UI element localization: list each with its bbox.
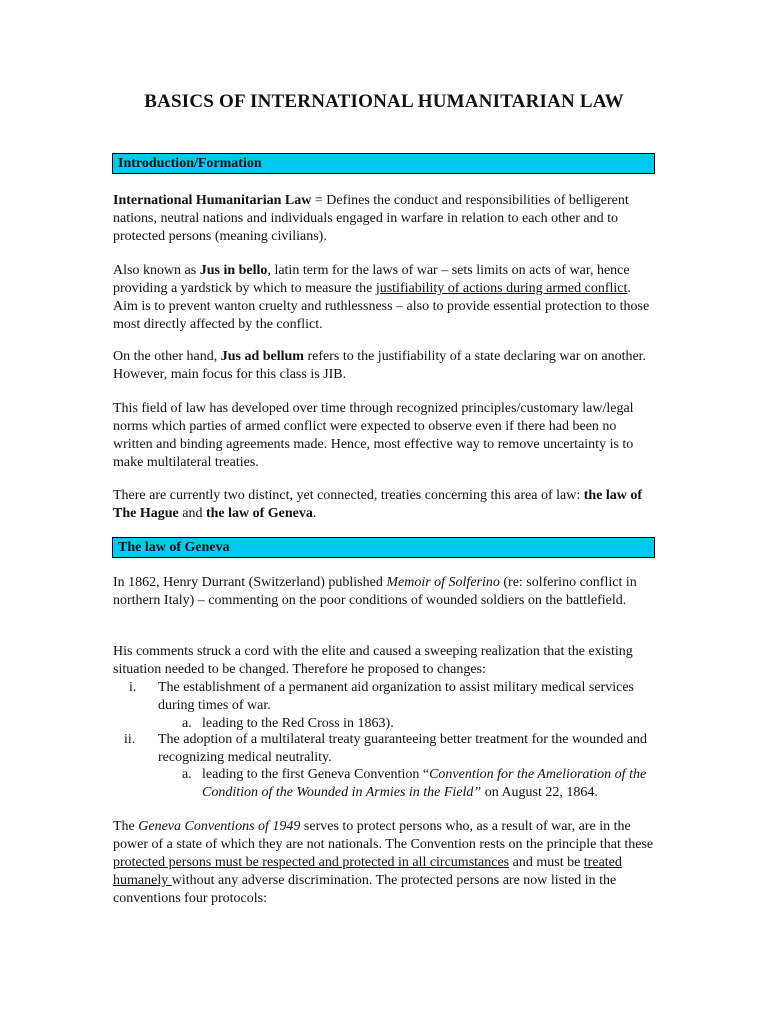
underlined-text: protected persons must be respected and protected in all circumstances [113, 855, 510, 870]
text: without any adverse discrimination. The protected persons are now listed in the conventions four protocols: [113, 873, 617, 906]
term-jus-ad-bellum: Jus ad bellum [220, 349, 304, 364]
text: . [312, 506, 317, 521]
underlined-text: justifiability of actions during armed conflict [375, 281, 628, 296]
text: On the other hand, [113, 349, 221, 364]
text: = Defines the conduct and responsibilities of belligerent nations, neutral nations and individuals engaged in warfare in relation to each other and to protected persons (meaning civilians). [113, 193, 629, 244]
page-title: BASICS OF INTERNATIONAL HUMANITARIAN LAW [144, 91, 624, 112]
section-header-law-of-geneva: The law of Geneva [112, 537, 655, 558]
list-marker-iia: a. [182, 767, 192, 782]
text: refers to the justifiability of a state declaring war on another. However, main focus for this class is JIB. [113, 349, 647, 382]
section-header-introduction: Introduction/Formation [112, 153, 655, 174]
title-geneva-convention: Convention for the Amelioration of the Condition of the Wounded in Armies in the Field” [202, 767, 647, 800]
paragraph-two-treaties [113, 487, 658, 523]
text: and [178, 506, 206, 521]
term-jus-in-bello: Jus in bello [199, 263, 268, 278]
text: Also known as [113, 263, 200, 278]
paragraph-customary-law: This field of law has developed over time through recognized principles/customary law/legal norms which parties of armed conflict were expected to observe even if there had been no written and binding agreements made. Hence, most effective way to remove uncertainty is to make multilateral treaties. [113, 401, 634, 470]
list-item-iia [202, 766, 660, 802]
paragraph-durrant [113, 574, 658, 610]
list-marker-i: i. [129, 680, 137, 695]
underlined-text: treated humanely [113, 855, 622, 888]
text: In 1862, Henry Durrant (Switzerland) published [113, 575, 387, 590]
text: on August 22, 1864. [481, 785, 598, 800]
text: (re: solferino conflict in northern Italy) – commenting on the poor conditions of wounded soldiers on the battlefield. [113, 575, 637, 608]
paragraph-ihl-definition [113, 192, 658, 246]
paragraph-proposals: His comments struck a cord with the elite and caused a sweeping realization that the existing situation needed to be changed. Therefore he proposed to changes: [113, 644, 633, 677]
title-geneva-conventions-1949: Geneva Conventions of 1949 [138, 819, 301, 834]
list-item-i: The establishment of a permanent aid organization to assist military medical services during times of war. [158, 680, 634, 713]
text: There are currently two distinct, yet connected, treaties concerning this area of law: [113, 488, 584, 503]
list-item-ii: The adoption of a multilateral treaty guaranteeing better treatment for the wounded and recognizing medical neutrality. [158, 732, 648, 765]
term-ihl: International Humanitarian Law [113, 193, 312, 208]
paragraph-jus-ad-bellum [113, 348, 658, 384]
term-law-of-geneva: the law of Geneva [205, 506, 313, 521]
text: leading to the first Geneva Convention “ [202, 767, 430, 782]
text: The [113, 819, 139, 834]
text: , latin term for the laws of war – sets limits on acts of war, hence providing a yardstick by which to measure the [113, 263, 630, 296]
list-marker-ia: a. [182, 716, 192, 731]
list-marker-ii: ii. [124, 732, 136, 747]
title-memoir-of-solferino: Memoir of Solferino [386, 575, 500, 590]
term-law-of-hague: the law of The Hague [113, 488, 643, 521]
paragraph-geneva-conventions-1949 [113, 818, 658, 908]
paragraph-jus-in-bello [113, 262, 658, 334]
text: and must be [509, 855, 584, 870]
text: serves to protect persons who, as a result of war, are in the power of a state of which they are not nationals. The Convention rests on the principle that these [113, 819, 654, 852]
text: . Aim is to prevent wanton cruelty and ruthlessness – also to provide essential protection to those most directly affected by the conflict. [113, 281, 650, 332]
list-item-ia: leading to the Red Cross in 1863). [202, 716, 394, 731]
